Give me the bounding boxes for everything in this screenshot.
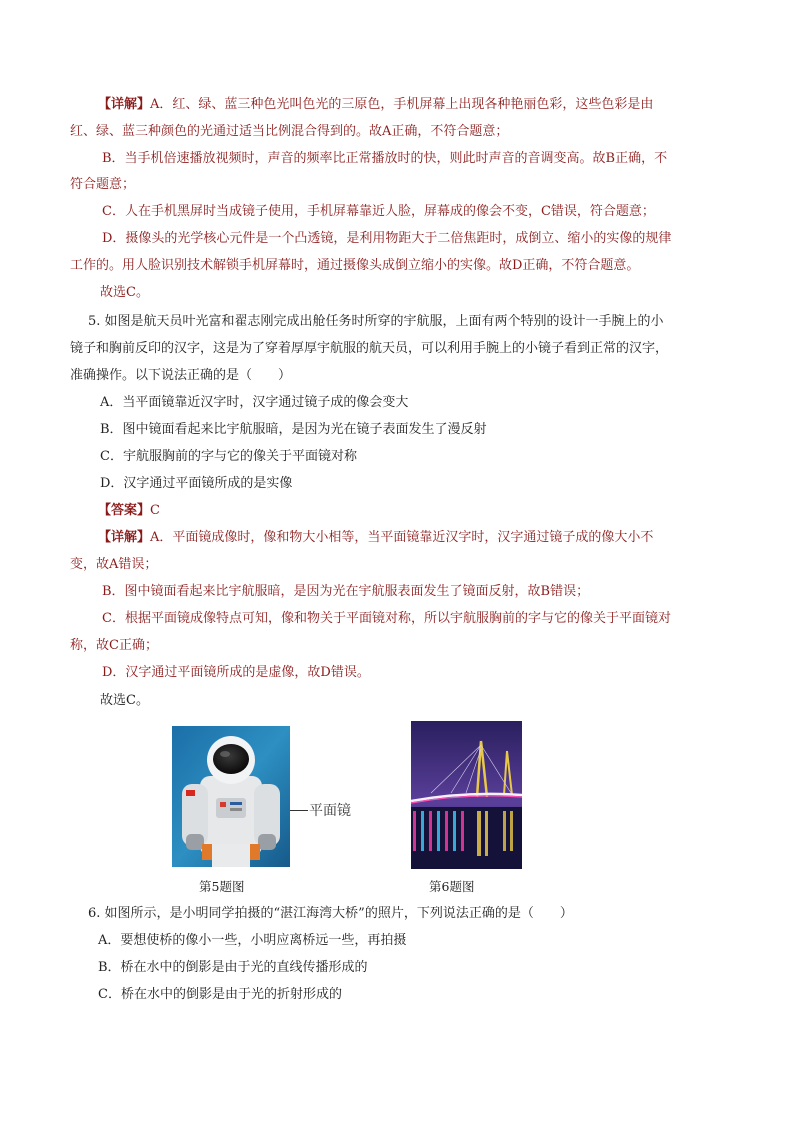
detail-tag: 【详解】	[98, 97, 151, 112]
q6-stem: 6. 如图所示，是小明同学拍摄的“湛江海湾大桥”的照片，下列说法正确的是（ ）	[88, 906, 573, 921]
answer-tag: 【答案】	[98, 503, 151, 518]
q5-detail-line-1: 【详解】A．平面镜成像时，像和物大小相等，当平面镜靠近汉字时，汉字通过镜子成的像大小不	[98, 530, 654, 545]
q5-option-c: C．宇航服胸前的字与它的像关于平面镜对称	[100, 449, 357, 464]
astronaut-photo	[172, 726, 290, 867]
q5-detail-line-2: 变，故A错误；	[70, 557, 158, 572]
q4-detail-line-7: 工作的。用人脸识别技术解锁手机屏幕时，通过摄像头成倒立缩小的实像。故D正确，不符合题意。	[70, 258, 640, 273]
q6-option-c: C．桥在水中的倒影是由于光的折射形成的	[98, 987, 342, 1002]
q4-detail-line-3: B．当手机倍速播放视频时，声音的频率比正常播放时的快，则此时声音的音调变高。故B正确，不	[102, 151, 668, 166]
q5-option-d: D．汉字通过平面镜所成的是实像	[100, 476, 293, 491]
q5-stem-line-2: 镜子和胸前反印的汉字，这是为了穿着厚厚宇航服的航天员，可以利用手腕上的小镜子看到正常的汉字，	[70, 341, 669, 356]
q6-option-a: A．要想使桥的像小一些，小明应离桥远一些，再拍摄	[98, 933, 407, 948]
q5-stem-line-3: 准确操作。以下说法正确的是（ ）	[70, 368, 292, 383]
q6-option-b: B．桥在水中的倒影是由于光的直线传播形成的	[98, 960, 368, 975]
figure-5-caption: 第5题图	[199, 879, 245, 894]
q4-choose: 故选C。	[100, 285, 149, 300]
q5-detail-line-6: D．汉字通过平面镜所成的是虚像，故D错误。	[102, 665, 370, 680]
q5-detail-line-4: C．根据平面镜成像特点可知，像和物关于平面镜对称，所以宇航服胸前的字与它的像关于平面镜对	[102, 611, 671, 626]
q5-option-b: B．图中镜面看起来比宇航服暗，是因为光在镜子表面发生了漫反射	[100, 422, 487, 437]
q5-answer	[98, 502, 160, 520]
q4-detail-line-5: C．人在手机黑屏时当成镜子使用，手机屏幕靠近人脸，屏幕成的像会不变，C错误，符合题意；	[102, 204, 655, 219]
q4-detail-line-6: D．摄像头的光学核心元件是一个凸透镜，是利用物距大于二倍焦距时，成倒立、缩小的实像的规律	[102, 231, 672, 246]
q4-detail-line-4: 符合题意；	[70, 177, 136, 192]
q5-choose: 故选C。	[100, 693, 149, 708]
q5-option-a: A．当平面镜靠近汉字时，汉字通过镜子成的像会变大	[100, 395, 409, 410]
answer-value: C	[150, 503, 160, 518]
q4-detail-line-1: 【详解】A．红、绿、蓝三种色光叫色光的三原色，手机屏幕上出现各种艳丽色彩，这些色彩是由	[98, 97, 654, 112]
bridge-photo	[411, 721, 522, 869]
mirror-pointer-line	[290, 810, 308, 811]
q5-detail-line-3: B．图中镜面看起来比宇航服暗，是因为光在宇航服表面发生了镜面反射，故B错误；	[102, 584, 590, 599]
q5-stem-line-1: 5. 如图是航天员叶光富和翟志刚完成出舱任务时所穿的宇航服，上面有两个特别的设计一手腕上的小	[88, 314, 664, 329]
figure-6-caption: 第6题图	[429, 879, 475, 894]
q4-detail-line-2: 红、绿、蓝三种颜色的光通过适当比例混合得到的。故A正确，不符合题意；	[70, 124, 509, 139]
detail-tag: 【详解】	[98, 530, 151, 545]
q5-detail-line-5: 称，故C正确；	[70, 638, 158, 653]
mirror-label: 平面镜	[309, 803, 351, 819]
